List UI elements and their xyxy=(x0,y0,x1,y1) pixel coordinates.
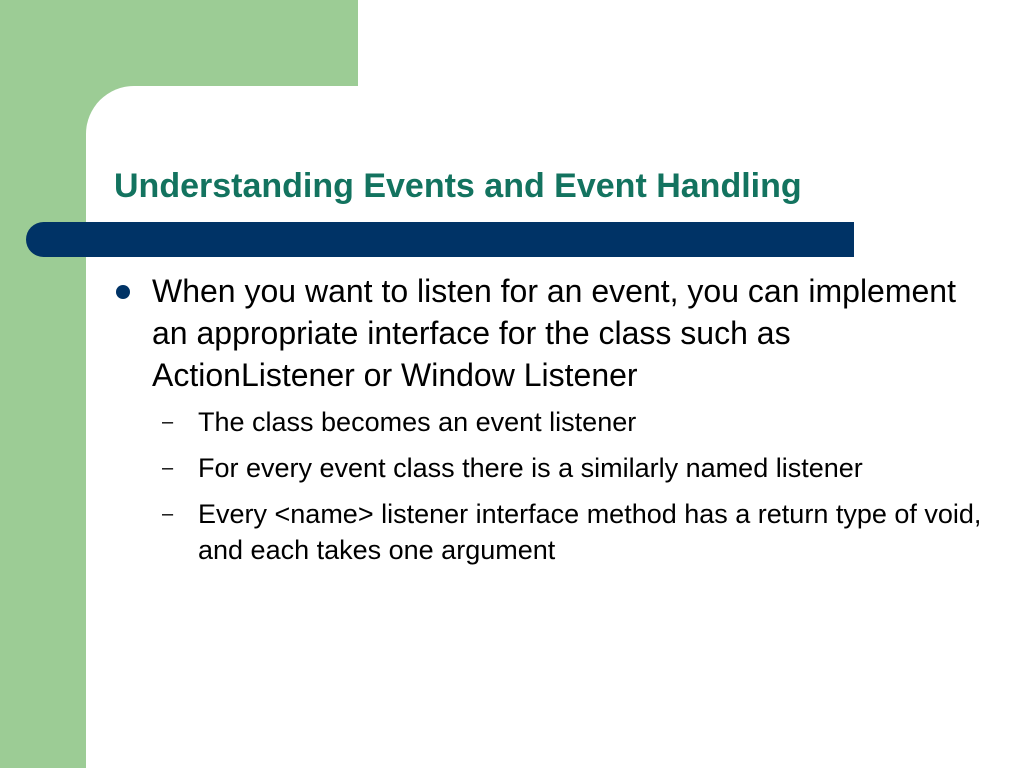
sub-bullet-item xyxy=(110,404,990,440)
sub-bullet-list xyxy=(110,404,990,568)
sub-bullet-text: The class becomes an event listener xyxy=(198,407,637,437)
dash-icon: – xyxy=(162,503,174,525)
slide-content xyxy=(110,270,990,578)
bullet-item xyxy=(110,270,990,396)
sub-bullet-text: Every <name> listener interface method has a return type of void, and each takes one argument xyxy=(198,499,982,565)
sub-bullet-text: For every event class there is a similarly named listener xyxy=(198,453,863,483)
sub-bullet-item xyxy=(110,450,990,486)
sub-bullet-item xyxy=(110,496,990,568)
title-underline-bar xyxy=(26,222,854,257)
bullet-text: When you want to listen for an event, you can implement an appropriate interface for the class such as ActionListener or Window Listener xyxy=(152,273,956,393)
bullet-dot-icon xyxy=(116,285,130,299)
dash-icon: – xyxy=(162,411,174,433)
dash-icon: – xyxy=(162,457,174,479)
slide-title: Understanding Events and Event Handling xyxy=(114,167,802,205)
